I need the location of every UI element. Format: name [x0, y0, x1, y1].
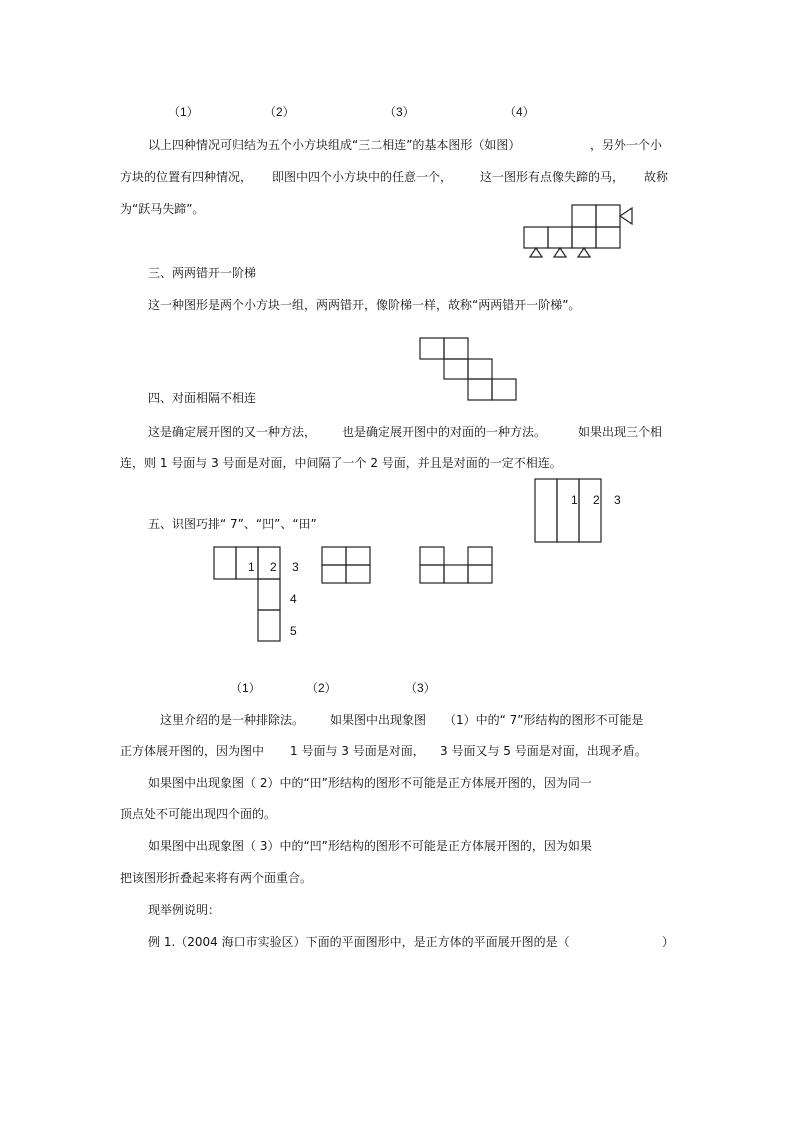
ao-shape-figure	[419, 546, 495, 586]
figure-label-4: （4）	[504, 105, 535, 119]
caption-fig-2: （2）	[306, 681, 337, 695]
seven-label-4: 4	[290, 592, 297, 606]
section5-heading: 五、识图巧排“ 7”、“凹”、“田”	[148, 517, 317, 531]
section4-line2: 连，则 1 号面与 3 号面是对面，中间隔了一个 2 号面，并且是对面的一定不相连。	[120, 456, 562, 470]
figure-label-3: （3）	[384, 105, 415, 119]
para1-line2d: 故称	[644, 170, 669, 184]
para1-line2c: 这一图形有点像失蹄的马，	[480, 170, 625, 184]
section3-body: 这一种图形是两个小方块一组，两两错开，像阶梯一样，故称“两两错开一阶梯”。	[148, 298, 581, 312]
example-1-question: 例 1.（2004 海口市实验区）下面的平面图形中，是正方体的平面展开图的是（	[148, 935, 570, 949]
example-1-close-paren: ）	[662, 935, 675, 949]
section5-p1-line2b: 1 号面与 3 号面是对面，	[290, 744, 425, 758]
section5-p1-line1b: 如果图中出现象图	[330, 713, 427, 727]
para1-line1b: ，另外一个小	[590, 138, 663, 152]
seven-shape-figure	[213, 546, 313, 646]
section4-line1c: 如果出现三个相	[578, 425, 663, 439]
section5-p1-line1a: 这里介绍的是一种排除法。	[160, 713, 305, 727]
seven-label-2: 2	[270, 560, 277, 574]
section5-p1-line1c: （1）中的“ 7”形结构的图形不可能是	[444, 713, 644, 727]
staircase-figure	[419, 337, 519, 403]
figure-label-1: （1）	[168, 105, 199, 119]
section4-line1a: 这是确定展开图的又一种方法，	[148, 425, 317, 439]
para1-line3: 为“跃马失蹄”。	[120, 202, 205, 216]
para1-line1a: 以上四种情况可归结为五个小方块组成“三二相连”的基本图形（如图）	[148, 138, 521, 152]
section3-heading: 三、两两错开一阶梯	[148, 266, 257, 280]
section5-p3-line1: 如果图中出现象图（ 3）中的“凹”形结构的图形不可能是正方体展开图的，因为如果	[148, 839, 592, 853]
face-label-1: 1	[571, 493, 578, 507]
seven-label-5: 5	[290, 624, 297, 638]
section5-p1-line2c: 3 号面又与 5 号面是对面，出现矛盾。	[440, 744, 647, 758]
section4-heading: 四、对面相隔不相连	[148, 391, 257, 405]
opposite-faces-figure	[534, 478, 634, 544]
section5-p2-line2: 顶点处不可能出现四个面的。	[120, 807, 277, 821]
figure-label-2: （2）	[264, 105, 295, 119]
face-label-3: 3	[614, 493, 621, 507]
para1-line2b: 即图中四个小方块中的任意一个，	[272, 170, 453, 184]
leaping-horse-figure	[522, 203, 642, 259]
face-label-2: 2	[593, 493, 600, 507]
examples-intro: 现举例说明：	[148, 903, 221, 917]
section5-p3-line2: 把该图形折叠起来将有两个面重合。	[120, 871, 313, 885]
caption-fig-1: （1）	[230, 681, 261, 695]
tian-shape-figure	[321, 546, 375, 586]
section5-p2-line1: 如果图中出现象图（ 2）中的“田”形结构的图形不可能是正方体展开图的，因为同一	[148, 776, 592, 790]
caption-fig-3: （3）	[405, 681, 436, 695]
section5-p1-line2a: 正方体展开图的，因为图中	[120, 744, 265, 758]
seven-label-3: 3	[292, 560, 299, 574]
para1-line2a: 方块的位置有四种情况，	[120, 170, 253, 184]
section4-line1b: 也是确定展开图中的对面的一种方法。	[342, 425, 547, 439]
seven-label-1: 1	[248, 560, 255, 574]
